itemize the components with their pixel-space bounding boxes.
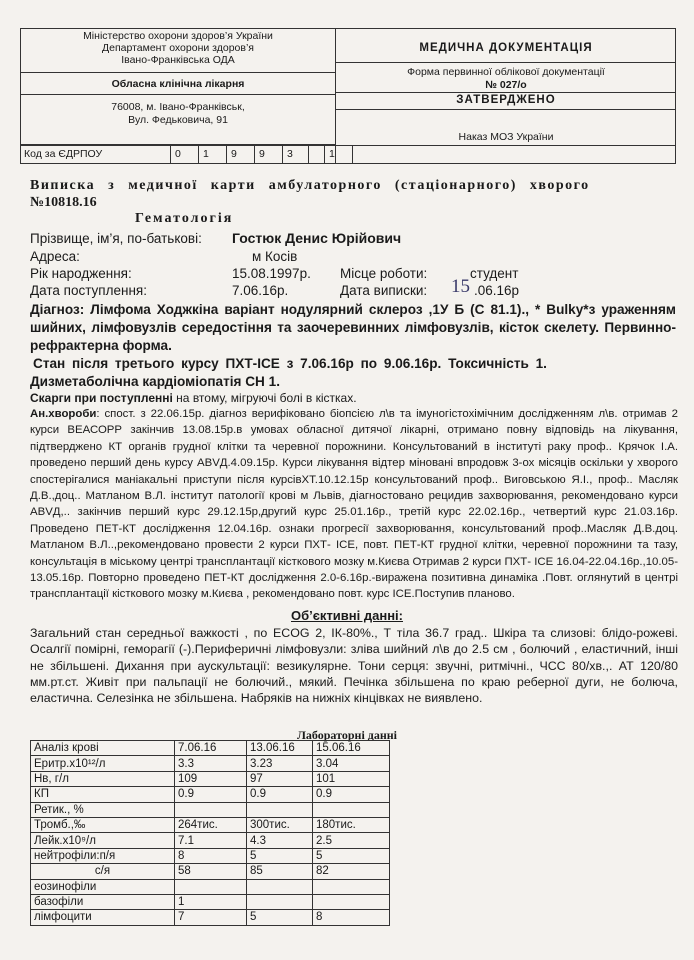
edrpou-digit: 1 — [198, 145, 226, 164]
lab-cell: 3.23 — [247, 756, 313, 771]
lab-cell: 7.1 — [175, 833, 247, 848]
lab-cell: 13.06.16 — [247, 741, 313, 756]
table-row — [31, 833, 390, 848]
lab-cell: 3.3 — [175, 756, 247, 771]
discharge-label: Дата виписки: — [340, 283, 428, 298]
edrpou-digit: 9 — [226, 145, 254, 164]
lab-cell: 2.5 — [313, 833, 390, 848]
state-line1: Стан після третього курсу ПХТ-ІСЕ з 7.06.16р по 9.06.16р. Токсичність 1. — [33, 356, 547, 371]
discharge-handwritten: 15 — [451, 276, 470, 297]
lab-cell: 0.9 — [313, 787, 390, 802]
table-row — [31, 771, 390, 786]
lab-cell: нейтрофіли:п/я — [31, 848, 175, 863]
patient-work: студент — [470, 266, 519, 281]
address-label: Адреса: — [30, 249, 80, 264]
lab-table — [30, 740, 390, 926]
header-med-doc: МЕДИЧНА ДОКУМЕНТАЦІЯ — [419, 42, 593, 54]
admission-date: 7.06.16р. — [232, 283, 289, 298]
edrpou-code-row — [20, 145, 676, 164]
objective-text: Загальний стан середньої важкості , по ECOG 2, ІК-80%., Т тіла 36.7 град.. Шкіра та слизові: блідо-рожеві. Осалгії помірні, геморагії (-).Периферичні лімфовузли: зліва шийний л\в до 2.5 см , болючий , еластичний, інші не збільшені. Дихання при аускультації: везикулярне. Тони серця: звучні, ритмічні., ЧСС 80/хв.,. АТ 120/80 мм.рт.ст. Живіт при пальпації не болючий., мякий. Печінка збільшена по краю реберної дуги, не болюча, еластична. Селезінка не збільшена. Набряків на нижніх кінцівках не виявлено. — [30, 626, 678, 706]
patient-address: м Косів — [252, 249, 298, 264]
lab-cell: еозинофіли — [31, 879, 175, 894]
lab-cell: 58 — [175, 864, 247, 879]
complaints — [30, 390, 678, 407]
lab-cell: 4.3 — [247, 833, 313, 848]
lab-cell: 0.9 — [175, 787, 247, 802]
anamnesis-text: : спост. з 22.06.15р. діагноз верифіковано біопсією л\в та імуногістохімічним дослідженням л\в. отримав 2 курси ВЕАСОРР закінчив 13.08.15р.в умовах обласної дитячої лікарні, отримано повну відповідь на лікування, підтверджено КТ органів грудної клітки та черевної порожнини. Консультований в інституті раку проф.. Крячок І.А. проведено перший день курсу ABVД.4.09.15р. Курси лікування відтер міновані впродовж 3-ох місяців оскільки у хворого спостерігалися маніакальні приступи після курсівХТ.10.12.15р консультований проф.. Виговською Я.І., проф.. Масляк Д.В.,доц.. Матланом В.Л. інститут патології крові м Львів, діагностовано рецидив захворювання, рекомендовано курси ABVД,.. закінчив перший курс 29.12.15р,другий курс 25.01.16р., третій курс 22.02.16р., четвертий курс 21.03.16р. Проведено ПЕТ-КТ дослідження 12.04.16р. ознаки прогресії захворювання, консультований проф..Масляк Д.В.доц. Матланом В.Л..,рекомендовано провести 2 курси ПХТ- ІСЕ, повт. ПЕТ-КТ грудної клітки, черевної порожнини та тазу, консультація в міському центрі трансплантації кісткового мозку м.Києва Отримав 2 курси ПХТ- ІСЕ 16.04-22.04.16р.,10.05-13.05.16р. Повторно проведено ПЕТ-КТ дослідження 2.0-6.16р.-виражена позитивна динаміка .Повт. оглянутий в центрі трансплантації кісткового мозку м.Києва , рекомендовано повт. курс ІСЕ.Поступив планово. — [30, 408, 678, 601]
lab-cell: Тромб.,‰ — [31, 817, 175, 832]
table-row — [31, 910, 390, 925]
name-label: Прізвище, ім’я, по-батькові: — [30, 231, 202, 246]
lab-cell: 85 — [247, 864, 313, 879]
lab-cell: 15.06.16 — [313, 741, 390, 756]
admission-label: Дата поступлення: — [30, 283, 147, 298]
lab-cell: 97 — [247, 771, 313, 786]
lab-cell: 300тис. — [247, 817, 313, 832]
document-title: Виписка з медичної карти амбулаторного (стаціонарного) хворого — [30, 178, 590, 193]
table-row — [31, 879, 390, 894]
lab-cell: Нв, г/л — [31, 771, 175, 786]
table-row — [31, 802, 390, 817]
lab-cell: 264тис. — [175, 817, 247, 832]
work-label: Місце роботи: — [340, 266, 428, 281]
lab-cell: 82 — [313, 864, 390, 879]
header-form-name: Форма первинної облікової документації — [407, 66, 605, 78]
lab-cell: 5 — [247, 848, 313, 863]
lab-title: Лабораторні данні — [296, 728, 398, 742]
complaints-text: на втому, мігруючі болі в кістках. — [172, 391, 357, 405]
state-line2: Дизметаболічна кардіоміопатія СН 1. — [30, 374, 280, 389]
header-address2: Вул. Федьковича, 91 — [128, 114, 228, 126]
table-row — [31, 787, 390, 802]
table-row — [31, 894, 390, 909]
lab-cell: лімфоцити — [31, 910, 175, 925]
lab-cell: с/я — [31, 864, 175, 879]
department-name: Гематологія — [135, 211, 234, 226]
table-row — [31, 864, 390, 879]
lab-cell: 5 — [247, 910, 313, 925]
lab-cell — [313, 879, 390, 894]
lab-cell — [175, 802, 247, 817]
lab-cell: 180тис. — [313, 817, 390, 832]
patient-name: Гостюк Денис Юрійович — [232, 230, 402, 246]
header-address1: 76008, м. Івано-Франківськ, — [111, 101, 245, 113]
lab-cell: 109 — [175, 771, 247, 786]
header-hospital: Обласна клінічна лікарня — [111, 78, 245, 90]
lab-cell: КП — [31, 787, 175, 802]
discharge-date: .06.16р — [474, 283, 520, 298]
anamnesis — [30, 406, 678, 603]
lab-cell — [247, 802, 313, 817]
state-block — [30, 355, 676, 391]
lab-cell: 7.06.16 — [175, 741, 247, 756]
header-ministry: Міністерство охорони здоров’я України — [83, 30, 273, 42]
table-row — [31, 848, 390, 863]
lab-cell — [313, 802, 390, 817]
lab-cell: Ретик., % — [31, 802, 175, 817]
table-row — [31, 817, 390, 832]
header-form-no: № 027/о — [485, 79, 527, 91]
card-number: №10818.16 — [30, 195, 97, 210]
birth-label: Рік народження: — [30, 266, 132, 281]
edrpou-digit — [308, 145, 324, 164]
lab-cell: 0.9 — [247, 787, 313, 802]
header-oda: Івано-Франківська ОДА — [121, 54, 235, 66]
lab-cell: 5 — [313, 848, 390, 863]
edrpou-digit: 3 — [282, 145, 308, 164]
lab-cell — [313, 894, 390, 909]
diagnosis: Діагноз: Лімфома Ходжкіна варіант нодулярний склероз ,1У Б (С 81.1)., * Bulky*з ураженням шийних, лімфовузлів середостіння та заочеревинних лімфовузлів, кісток скелету. Первинно- рефрактерна форма. — [30, 302, 676, 353]
anamnesis-label: Ан.хвороби — [30, 408, 97, 420]
lab-cell: 8 — [175, 848, 247, 863]
lab-cell: базофіли — [31, 894, 175, 909]
edrpou-digit — [352, 145, 364, 164]
patient-birth: 15.08.1997р. — [232, 266, 311, 281]
objective-title: Об’єктивні данні: — [291, 608, 403, 623]
lab-cell: 3.04 — [313, 756, 390, 771]
lab-cell: Еритр.х10¹²/л — [31, 756, 175, 771]
lab-cell: 8 — [313, 910, 390, 925]
edrpou-digit: 1 — [324, 145, 352, 164]
lab-cell — [175, 879, 247, 894]
lab-cell: 7 — [175, 910, 247, 925]
complaints-label: Скарги при поступленні — [30, 391, 173, 405]
header-approved: ЗАТВЕРДЖЕНО — [456, 94, 556, 106]
edrpou-digit: 9 — [254, 145, 282, 164]
lab-cell — [247, 879, 313, 894]
header-order: Наказ МОЗ України — [458, 131, 554, 143]
lab-cell: Аналіз крові — [31, 741, 175, 756]
edrpou-digit: 0 — [170, 145, 198, 164]
table-row — [31, 741, 390, 756]
lab-cell: 1 — [175, 894, 247, 909]
lab-cell: 101 — [313, 771, 390, 786]
lab-cell — [247, 894, 313, 909]
lab-cell: Лейк.х10⁹/л — [31, 833, 175, 848]
table-row — [31, 756, 390, 771]
edrpou-label: Код за ЄДРПОУ — [24, 148, 103, 160]
header-department: Департамент охорони здоров’я — [102, 42, 254, 54]
